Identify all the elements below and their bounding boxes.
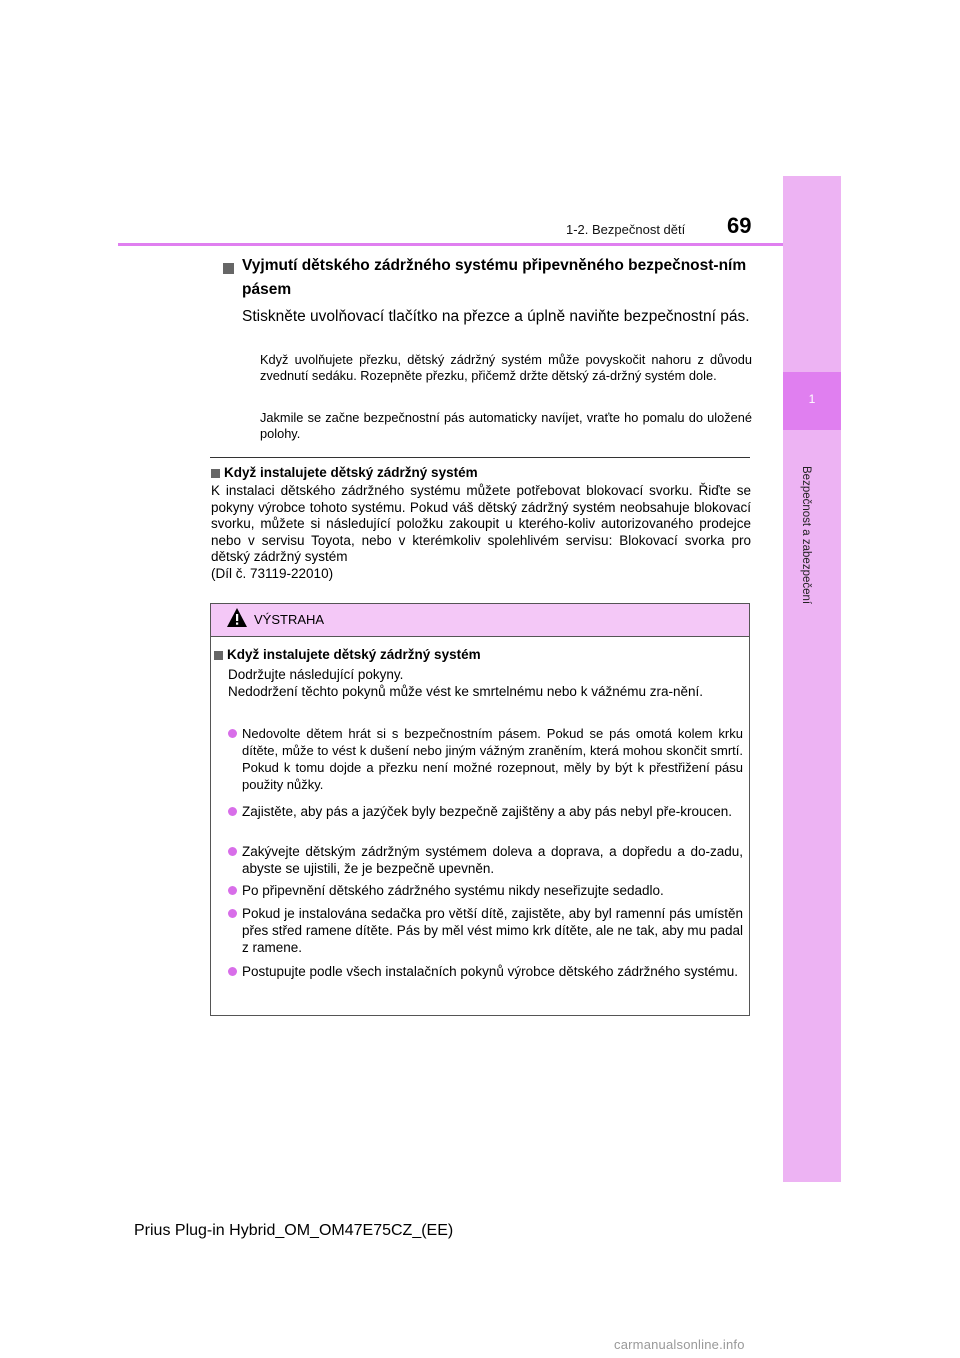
warning-bullet: Nedovolte dětem hrát si s bezpečnostním pásem. Pokud se pás omotá kolem krku dítěte, může to vést k dušení nebo jiným vážným zraněním, která mohou skončit smrtí. Pokud k tomu dojde a přezku není možné rozepnout, měly by být k přestřižení pásu použity nůžky. — [242, 726, 743, 792]
bullet-dot-icon — [228, 967, 237, 976]
note-paragraph: Jakmile se začne bezpečnostní pás automaticky navíjet, vraťte ho pomalu do uložené polohy. — [260, 410, 752, 441]
note-paragraph: Když uvolňujete přezku, dětský zádržný systém může povyskočit nahoru z důvodu zvednutí sedáku. Rozepněte přezku, přičemž držte dětský zá-držný systém dole. — [260, 352, 752, 383]
square-bullet-icon — [211, 469, 220, 478]
main-heading: Vyjmutí dětského zádržného systému připevněného bezpečnost-ním pásem — [242, 257, 747, 298]
warning-bullet: Po připevnění dětského zádržného systému nikdy neseřizujte sedadlo. — [242, 883, 664, 898]
section-heading: Když instalujete dětský zádržný systém — [224, 465, 478, 480]
main-instruction: Stiskněte uvolňovací tlačítko na přezce a úplně naviňte bezpečnostní pás. — [242, 308, 750, 325]
page-number: 69 — [727, 213, 752, 238]
chapter-number: 1 — [808, 392, 816, 406]
section-body — [211, 483, 751, 582]
section-body-text: K instalaci dětského zádržného systému můžete potřebovat blokovací svorku. Řiďte se pokyny výrobce tohoto systému. Pokud váš dětský zádržný systém neobsahuje blokovací svorku, můžete si následující položku zakoupit u kterého-koliv autorizovaného prodejce nebo v servisu Toyota, nebo v kterémkoliv spolehlivém servisu: Blokovací svorka pro dětský zádržný systém — [211, 483, 751, 564]
warning-intro-line: Dodržujte následující pokyny. — [228, 667, 404, 682]
divider — [210, 457, 750, 458]
warning-triangle-icon — [226, 607, 248, 629]
warning-bullet: Pokud je instalována sedačka pro větší dítě, zajistěte, aby byl ramenní pás umístěn přes střed ramene dítěte. Pás by měl vést mimo krk dítěte, ale ne tak, aby mu padal z ramene. — [242, 906, 743, 955]
bullet-dot-icon — [228, 909, 237, 918]
bullet-dot-icon — [228, 729, 237, 738]
chapter-title: Bezpečnost a zabezpečení — [800, 466, 812, 605]
warning-title: Když instalujete dětský zádržný systém — [227, 647, 481, 662]
bullet-dot-icon — [228, 847, 237, 856]
square-bullet-icon — [214, 651, 223, 660]
bullet-dot-icon — [228, 807, 237, 816]
warning-bullet: Zakývejte dětským zádržným systémem doleva a doprava, a dopředu a do-zadu, abyste se ujistili, že je bezpečně upevněn. — [242, 844, 743, 876]
warning-intro — [228, 666, 742, 700]
footer-model: Prius Plug-in Hybrid_OM_OM47E75CZ_(EE) — [134, 1222, 454, 1239]
section-title: 1-2. Bezpečnost dětí — [566, 222, 686, 237]
warning-intro-line: Nedodržení těchto pokynů může vést ke smrtelnému nebo k vážnému zra-nění. — [228, 684, 703, 699]
bullet-dot-icon — [228, 886, 237, 895]
square-bullet-icon — [223, 263, 234, 274]
part-number: (Díl č. 73119-22010) — [211, 565, 334, 581]
warning-bullet: Zajistěte, aby pás a jazýček byly bezpečně zajištěny a aby pás nebyl pře-kroucen. — [242, 804, 733, 819]
warning-label: VÝSTRAHA — [254, 612, 325, 627]
chapter-side-tab — [783, 176, 841, 1182]
header-rule — [118, 243, 783, 246]
warning-bullet: Postupujte podle všech instalačních pokynů výrobce dětského zádržného systému. — [242, 964, 739, 979]
watermark[interactable]: carmanualsonline.info — [614, 1337, 745, 1352]
